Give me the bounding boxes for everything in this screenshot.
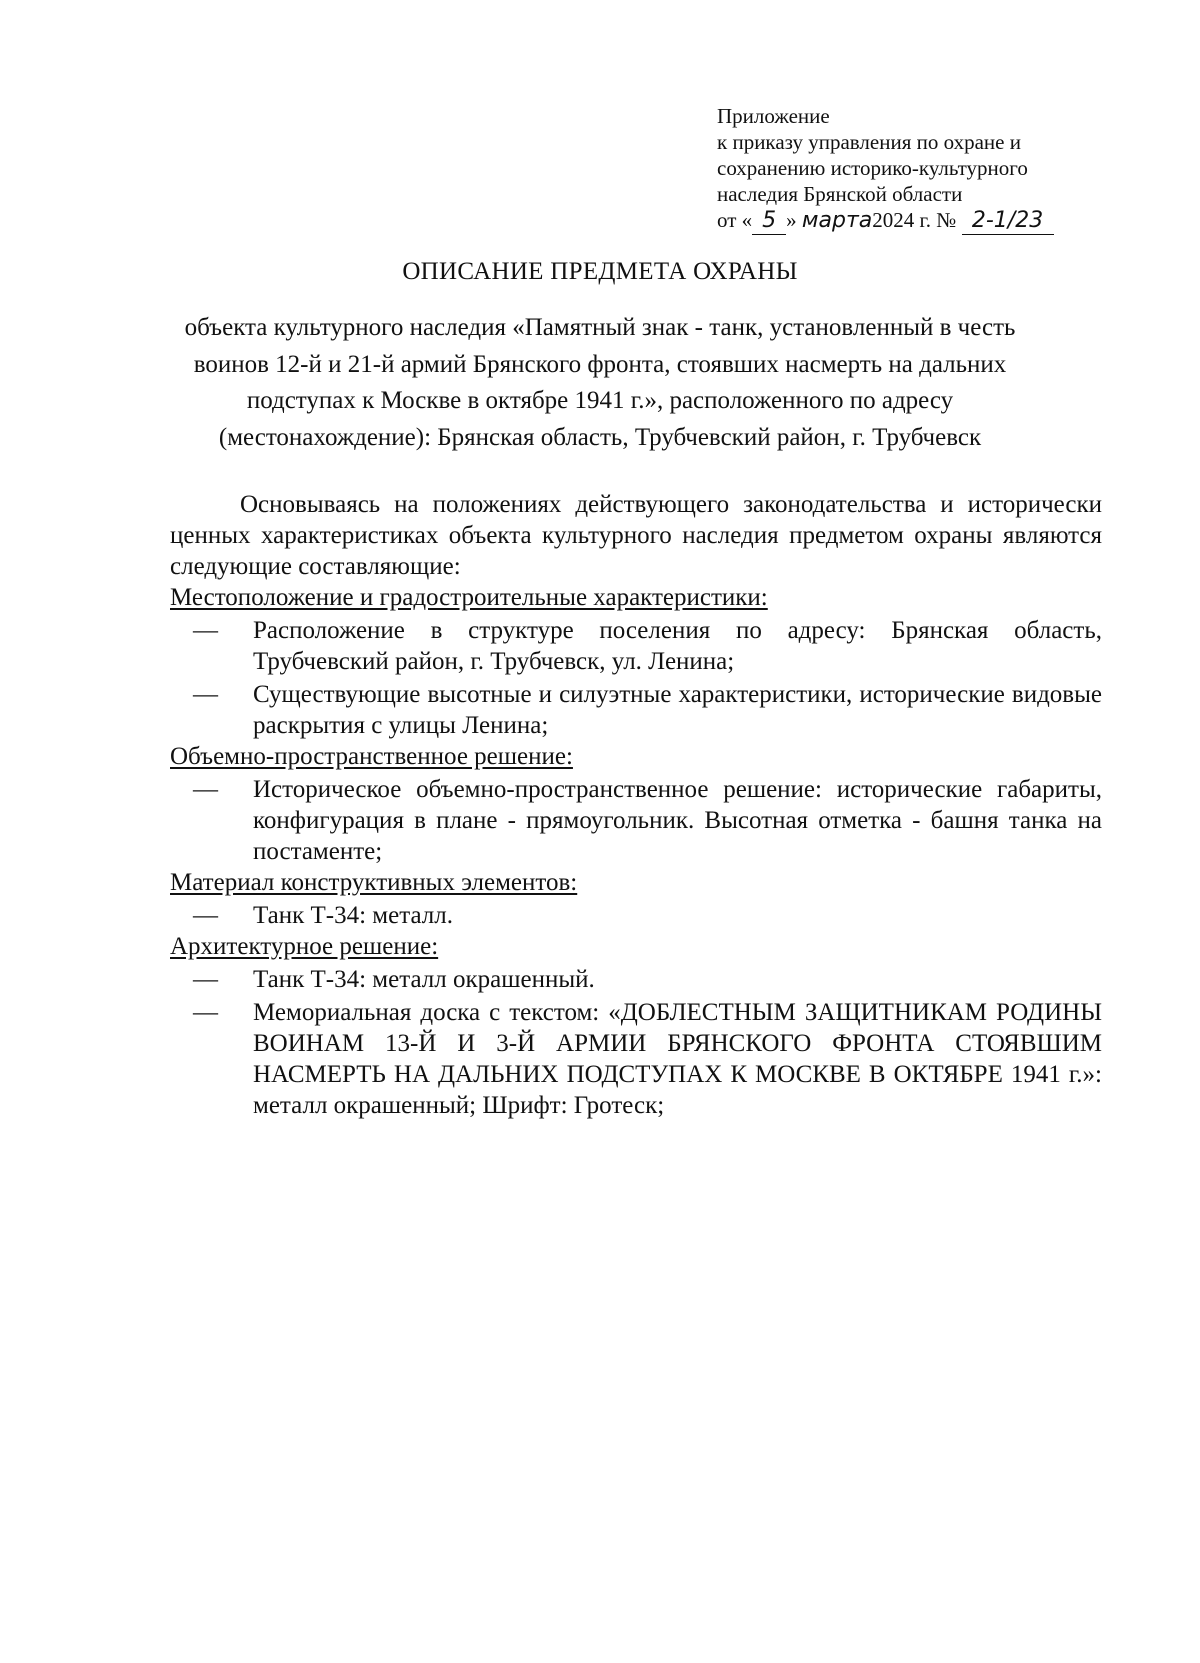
list-item-text: Расположение в структуре поселения по адресу: Брянская область, Трубчевский район, г. Трубчевск, ул. Ленина; bbox=[253, 617, 1102, 675]
list-item bbox=[170, 615, 1102, 677]
object-description-line: объекта культурного наследия «Памятный знак - танк, установленный в честь bbox=[184, 314, 1016, 341]
appendix-line: к приказу управления по охране и bbox=[717, 130, 1021, 154]
order-month: марта bbox=[801, 208, 873, 233]
document-body bbox=[170, 489, 1102, 1121]
date-prefix: от « bbox=[717, 208, 753, 232]
dash-marker: — bbox=[193, 966, 218, 993]
section-heading-architecture: Архитектурное решение: bbox=[170, 933, 439, 960]
section-heading-location: Местоположение и градостроительные характеристики: bbox=[170, 584, 768, 611]
dash-marker: — bbox=[193, 617, 218, 644]
appendix-line: Приложение bbox=[717, 104, 830, 128]
list-item-text: Существующие высотные и силуэтные характеристики, исторические видовые раскрытия с улицы Ленина; bbox=[253, 681, 1102, 739]
list-item-text: Танк Т-34: металл окрашенный. bbox=[253, 966, 595, 993]
order-date-line bbox=[717, 207, 1117, 235]
appendix-line: наследия Брянской области bbox=[717, 182, 963, 206]
list-item-text: Танк Т-34: металл. bbox=[253, 902, 453, 929]
document-title: ОПИСАНИЕ ПРЕДМЕТА ОХРАНЫ bbox=[402, 258, 798, 285]
object-description-line: (местонахождение): Брянская область, Трубчевский район, г. Трубчевск bbox=[218, 423, 982, 451]
object-description bbox=[150, 310, 1050, 456]
order-day: 5 bbox=[752, 208, 786, 235]
section-heading-volume: Объемно-пространственное решение: bbox=[170, 743, 573, 770]
list-item bbox=[170, 964, 1102, 995]
dash-marker: — bbox=[193, 999, 218, 1026]
appendix-line: сохранению историко-культурного bbox=[717, 156, 1028, 180]
list-item-text: Мемориальная доска с текстом: «ДОБЛЕСТНЫМ ЗАЩИТНИКАМ РОДИНЫ ВОИНАМ 13-Й И 3-Й АРМИИ БРЯНСКОГО ФРОНТА СТОЯВШИМ НАСМЕРТЬ НА ДАЛЬНИХ ПОДСТУПАХ К МОСКВЕ В ОКТЯБРЕ 1941 г.»: металл окрашенный; Шрифт: Гротеск; bbox=[253, 999, 1102, 1119]
list-item-text: Историческое объемно-пространственное решение: исторические габариты, конфигурация в плане - прямоугольник. Высотная отметка - башня танка на постаменте; bbox=[253, 776, 1102, 865]
appendix-block bbox=[717, 103, 1117, 235]
dash-marker: — bbox=[193, 776, 218, 803]
list-item bbox=[170, 997, 1102, 1121]
date-close: » bbox=[786, 208, 797, 232]
list-item bbox=[170, 900, 1102, 931]
list-item bbox=[170, 774, 1102, 867]
object-description-line: подступах к Москве в октябре 1941 г.», расположенного по адресу bbox=[246, 387, 954, 414]
intro-paragraph: Основываясь на положениях действующего законодательства и исторически ценных характеристиках объекта культурного наследия предметом охраны являются следующие составляющие: bbox=[170, 491, 1102, 580]
section-heading-material: Материал конструктивных элементов: bbox=[170, 869, 578, 896]
object-description-line: воинов 12-й и 21-й армий Брянского фронта, стоявших насмерть на дальних bbox=[193, 350, 1007, 378]
order-year-label: 2024 г. № bbox=[872, 208, 957, 232]
dash-marker: — bbox=[193, 902, 218, 929]
order-number: 2-1/23 bbox=[962, 208, 1054, 235]
dash-marker: — bbox=[193, 681, 218, 708]
list-item bbox=[170, 679, 1102, 741]
